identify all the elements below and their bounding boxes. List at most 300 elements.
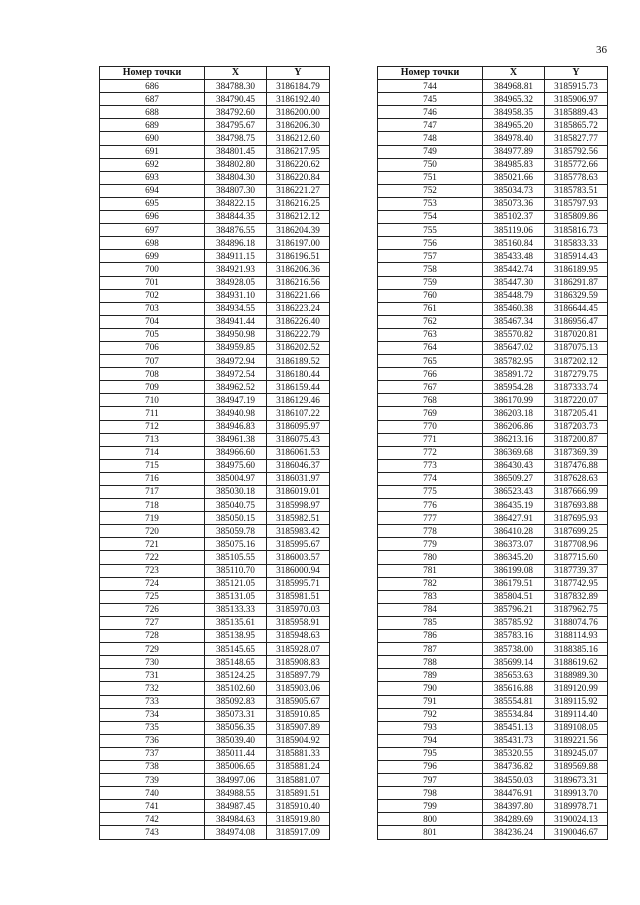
y-coordinate-cell: 3186003.57 xyxy=(267,551,330,564)
table-row xyxy=(100,787,330,800)
y-coordinate-cell: 3186095.97 xyxy=(267,420,330,433)
y-coordinate-cell: 3185816.73 xyxy=(545,224,608,237)
table-row xyxy=(378,315,608,328)
point-number-cell: 755 xyxy=(378,224,483,237)
table-row xyxy=(378,276,608,289)
y-coordinate-cell: 3186206.30 xyxy=(267,119,330,132)
point-number-cell: 756 xyxy=(378,237,483,250)
table-row xyxy=(378,551,608,564)
point-number-cell: 793 xyxy=(378,721,483,734)
x-coordinate-cell: 385138.95 xyxy=(205,630,267,643)
x-coordinate-cell: 385040.75 xyxy=(205,499,267,512)
table-row xyxy=(100,760,330,773)
y-coordinate-cell: 3185881.24 xyxy=(267,760,330,773)
y-coordinate-cell: 3187205.41 xyxy=(545,407,608,420)
x-coordinate-cell: 386523.43 xyxy=(483,486,545,499)
table-row xyxy=(100,603,330,616)
table-row xyxy=(378,355,608,368)
x-coordinate-cell: 384940.98 xyxy=(205,407,267,420)
point-number-cell: 717 xyxy=(100,486,205,499)
y-coordinate-cell: 3186200.00 xyxy=(267,106,330,119)
point-number-cell: 745 xyxy=(378,93,483,106)
table-row xyxy=(378,538,608,551)
table-row xyxy=(378,145,608,158)
table-row xyxy=(100,708,330,721)
x-coordinate-cell: 384975.60 xyxy=(205,459,267,472)
table-row xyxy=(100,263,330,276)
x-coordinate-cell: 384801.45 xyxy=(205,145,267,158)
table-row xyxy=(100,800,330,813)
point-number-cell: 732 xyxy=(100,682,205,695)
x-coordinate-cell: 384931.10 xyxy=(205,289,267,302)
table-row xyxy=(378,708,608,721)
table-row xyxy=(378,747,608,760)
x-coordinate-cell: 385050.15 xyxy=(205,512,267,525)
point-number-cell: 744 xyxy=(378,80,483,93)
point-number-cell: 712 xyxy=(100,420,205,433)
x-coordinate-cell: 385011.44 xyxy=(205,747,267,760)
y-coordinate-cell: 3185915.73 xyxy=(545,80,608,93)
y-coordinate-cell: 3185914.43 xyxy=(545,250,608,263)
table-row xyxy=(378,721,608,734)
point-number-cell: 801 xyxy=(378,826,483,839)
table-row xyxy=(378,472,608,485)
table-row xyxy=(100,472,330,485)
y-coordinate-cell: 3185833.33 xyxy=(545,237,608,250)
y-coordinate-cell: 3187628.63 xyxy=(545,472,608,485)
y-coordinate-cell: 3186107.22 xyxy=(267,407,330,420)
point-number-cell: 788 xyxy=(378,656,483,669)
x-coordinate-cell: 385030.18 xyxy=(205,486,267,499)
table-row xyxy=(100,512,330,525)
point-number-cell: 692 xyxy=(100,158,205,171)
table-row xyxy=(378,171,608,184)
y-coordinate-cell: 3189221.56 xyxy=(545,734,608,747)
table-row xyxy=(100,446,330,459)
x-coordinate-cell: 385442.74 xyxy=(483,263,545,276)
x-coordinate-cell: 385554.81 xyxy=(483,695,545,708)
table-row xyxy=(100,368,330,381)
y-coordinate-cell: 3189569.88 xyxy=(545,760,608,773)
table-row xyxy=(378,603,608,616)
table-row xyxy=(378,787,608,800)
x-coordinate-cell: 384822.15 xyxy=(205,197,267,210)
x-coordinate-cell: 385039.40 xyxy=(205,734,267,747)
x-coordinate-cell: 384968.81 xyxy=(483,80,545,93)
point-number-cell: 743 xyxy=(100,826,205,839)
x-coordinate-cell: 384965.20 xyxy=(483,119,545,132)
table-row xyxy=(378,446,608,459)
table-row xyxy=(100,486,330,499)
point-number-cell: 751 xyxy=(378,171,483,184)
table-row xyxy=(100,250,330,263)
point-number-cell: 737 xyxy=(100,747,205,760)
point-number-cell: 758 xyxy=(378,263,483,276)
x-coordinate-cell: 386199.08 xyxy=(483,564,545,577)
point-number-cell: 728 xyxy=(100,630,205,643)
x-coordinate-cell: 384788.30 xyxy=(205,80,267,93)
x-coordinate-cell: 384972.54 xyxy=(205,368,267,381)
table-header-row xyxy=(378,67,608,80)
y-coordinate-cell: 3186212.12 xyxy=(267,211,330,224)
y-coordinate-cell: 3185827.77 xyxy=(545,132,608,145)
point-number-cell: 713 xyxy=(100,433,205,446)
y-coordinate-cell: 3186217.95 xyxy=(267,145,330,158)
y-coordinate-cell: 3189108.05 xyxy=(545,721,608,734)
y-coordinate-cell: 3187739.37 xyxy=(545,564,608,577)
table-row xyxy=(378,512,608,525)
x-coordinate-cell: 384958.35 xyxy=(483,106,545,119)
point-number-cell: 741 xyxy=(100,800,205,813)
table-row xyxy=(100,525,330,538)
x-coordinate-cell: 385059.78 xyxy=(205,525,267,538)
x-coordinate-cell: 385148.65 xyxy=(205,656,267,669)
x-coordinate-cell: 385021.66 xyxy=(483,171,545,184)
point-number-cell: 694 xyxy=(100,184,205,197)
header-point-number: Номер точки xyxy=(100,67,205,80)
point-number-cell: 736 xyxy=(100,734,205,747)
table-row xyxy=(378,93,608,106)
table-row xyxy=(378,250,608,263)
x-coordinate-cell: 385534.84 xyxy=(483,708,545,721)
y-coordinate-cell: 3185778.63 xyxy=(545,171,608,184)
point-number-cell: 749 xyxy=(378,145,483,158)
y-coordinate-cell: 3185792.56 xyxy=(545,145,608,158)
x-coordinate-cell: 385102.37 xyxy=(483,211,545,224)
table-row xyxy=(378,669,608,682)
point-number-cell: 718 xyxy=(100,499,205,512)
y-coordinate-cell: 3185891.51 xyxy=(267,787,330,800)
y-coordinate-cell: 3188074.76 xyxy=(545,616,608,629)
x-coordinate-cell: 384802.80 xyxy=(205,158,267,171)
y-coordinate-cell: 3186221.27 xyxy=(267,184,330,197)
x-coordinate-cell: 385891.72 xyxy=(483,368,545,381)
table-row xyxy=(100,119,330,132)
x-coordinate-cell: 385433.48 xyxy=(483,250,545,263)
x-coordinate-cell: 384974.08 xyxy=(205,826,267,839)
x-coordinate-cell: 384289.69 xyxy=(483,813,545,826)
x-coordinate-cell: 385451.13 xyxy=(483,721,545,734)
table-row xyxy=(378,263,608,276)
x-coordinate-cell: 385570.82 xyxy=(483,328,545,341)
y-coordinate-cell: 3188619.62 xyxy=(545,656,608,669)
x-coordinate-cell: 385073.36 xyxy=(483,197,545,210)
y-coordinate-cell: 3185903.06 xyxy=(267,682,330,695)
y-coordinate-cell: 3185910.85 xyxy=(267,708,330,721)
y-coordinate-cell: 3185809.86 xyxy=(545,211,608,224)
table-row xyxy=(378,394,608,407)
y-coordinate-cell: 3185881.33 xyxy=(267,747,330,760)
point-number-cell: 687 xyxy=(100,93,205,106)
point-number-cell: 800 xyxy=(378,813,483,826)
y-coordinate-cell: 3187279.75 xyxy=(545,368,608,381)
table-row xyxy=(100,774,330,787)
y-coordinate-cell: 3185948.63 xyxy=(267,630,330,643)
x-coordinate-cell: 386410.28 xyxy=(483,525,545,538)
point-number-cell: 686 xyxy=(100,80,205,93)
table-row xyxy=(100,499,330,512)
table-row xyxy=(100,682,330,695)
table-row xyxy=(100,577,330,590)
x-coordinate-cell: 384911.15 xyxy=(205,250,267,263)
y-coordinate-cell: 3187203.73 xyxy=(545,420,608,433)
y-coordinate-cell: 3186216.56 xyxy=(267,276,330,289)
point-number-cell: 784 xyxy=(378,603,483,616)
table-row xyxy=(378,486,608,499)
x-coordinate-cell: 386427.91 xyxy=(483,512,545,525)
table-row xyxy=(100,747,330,760)
table-row xyxy=(100,237,330,250)
point-number-cell: 785 xyxy=(378,616,483,629)
x-coordinate-cell: 386435.19 xyxy=(483,499,545,512)
point-number-cell: 739 xyxy=(100,774,205,787)
y-coordinate-cell: 3188114.93 xyxy=(545,630,608,643)
y-coordinate-cell: 3186046.37 xyxy=(267,459,330,472)
table-row xyxy=(100,407,330,420)
y-coordinate-cell: 3186019.01 xyxy=(267,486,330,499)
x-coordinate-cell: 386213.16 xyxy=(483,433,545,446)
y-coordinate-cell: 3186644.45 xyxy=(545,302,608,315)
point-number-cell: 770 xyxy=(378,420,483,433)
y-coordinate-cell: 3185907.89 xyxy=(267,721,330,734)
y-coordinate-cell: 3185889.43 xyxy=(545,106,608,119)
point-number-cell: 778 xyxy=(378,525,483,538)
point-number-cell: 795 xyxy=(378,747,483,760)
table-row xyxy=(378,656,608,669)
table-row xyxy=(378,525,608,538)
x-coordinate-cell: 384792.60 xyxy=(205,106,267,119)
y-coordinate-cell: 3186061.53 xyxy=(267,446,330,459)
x-coordinate-cell: 384236.24 xyxy=(483,826,545,839)
point-number-cell: 767 xyxy=(378,381,483,394)
point-number-cell: 774 xyxy=(378,472,483,485)
x-coordinate-cell: 384972.94 xyxy=(205,355,267,368)
x-coordinate-cell: 384941.44 xyxy=(205,315,267,328)
y-coordinate-cell: 3186192.40 xyxy=(267,93,330,106)
table-row xyxy=(100,394,330,407)
y-coordinate-cell: 3186202.52 xyxy=(267,341,330,354)
point-number-cell: 725 xyxy=(100,590,205,603)
table-row xyxy=(378,224,608,237)
y-coordinate-cell: 3189120.99 xyxy=(545,682,608,695)
point-number-cell: 697 xyxy=(100,224,205,237)
table-row xyxy=(100,289,330,302)
x-coordinate-cell: 386345.20 xyxy=(483,551,545,564)
x-coordinate-cell: 385006.65 xyxy=(205,760,267,773)
table-row xyxy=(378,564,608,577)
x-coordinate-cell: 385004.97 xyxy=(205,472,267,485)
point-number-cell: 790 xyxy=(378,682,483,695)
y-coordinate-cell: 3189673.31 xyxy=(545,774,608,787)
table-row xyxy=(100,695,330,708)
x-coordinate-cell: 384997.06 xyxy=(205,774,267,787)
table-row xyxy=(100,315,330,328)
point-number-cell: 776 xyxy=(378,499,483,512)
y-coordinate-cell: 3187476.88 xyxy=(545,459,608,472)
table-row xyxy=(100,93,330,106)
x-coordinate-cell: 385738.00 xyxy=(483,643,545,656)
point-number-cell: 787 xyxy=(378,643,483,656)
x-coordinate-cell: 385056.35 xyxy=(205,721,267,734)
point-number-cell: 703 xyxy=(100,302,205,315)
y-coordinate-cell: 3190046.67 xyxy=(545,826,608,839)
x-coordinate-cell: 384397.80 xyxy=(483,800,545,813)
x-coordinate-cell: 385647.02 xyxy=(483,341,545,354)
table-row xyxy=(378,158,608,171)
table-row xyxy=(100,630,330,643)
y-coordinate-cell: 3186329.59 xyxy=(545,289,608,302)
point-number-cell: 796 xyxy=(378,760,483,773)
y-coordinate-cell: 3187742.95 xyxy=(545,577,608,590)
header-x: X xyxy=(483,67,545,80)
table-header-row xyxy=(100,67,330,80)
y-coordinate-cell: 3189114.40 xyxy=(545,708,608,721)
x-coordinate-cell: 385131.05 xyxy=(205,590,267,603)
x-coordinate-cell: 386509.27 xyxy=(483,472,545,485)
table-row xyxy=(378,381,608,394)
table-row xyxy=(100,171,330,184)
point-number-cell: 740 xyxy=(100,787,205,800)
header-point-number: Номер точки xyxy=(378,67,483,80)
y-coordinate-cell: 3187693.88 xyxy=(545,499,608,512)
x-coordinate-cell: 386373.07 xyxy=(483,538,545,551)
y-coordinate-cell: 3186075.43 xyxy=(267,433,330,446)
y-coordinate-cell: 3187200.87 xyxy=(545,433,608,446)
y-coordinate-cell: 3185928.07 xyxy=(267,643,330,656)
point-number-cell: 699 xyxy=(100,250,205,263)
point-number-cell: 721 xyxy=(100,538,205,551)
point-number-cell: 764 xyxy=(378,341,483,354)
table-row xyxy=(378,302,608,315)
point-number-cell: 763 xyxy=(378,328,483,341)
point-number-cell: 768 xyxy=(378,394,483,407)
y-coordinate-cell: 3185995.71 xyxy=(267,577,330,590)
point-number-cell: 708 xyxy=(100,368,205,381)
x-coordinate-cell: 384987.45 xyxy=(205,800,267,813)
x-coordinate-cell: 385124.25 xyxy=(205,669,267,682)
point-number-cell: 690 xyxy=(100,132,205,145)
x-coordinate-cell: 385431.73 xyxy=(483,734,545,747)
y-coordinate-cell: 3185904.92 xyxy=(267,734,330,747)
y-coordinate-cell: 3187699.25 xyxy=(545,525,608,538)
table-row xyxy=(100,80,330,93)
x-coordinate-cell: 384736.82 xyxy=(483,760,545,773)
y-coordinate-cell: 3186180.44 xyxy=(267,368,330,381)
point-number-cell: 750 xyxy=(378,158,483,171)
y-coordinate-cell: 3187220.07 xyxy=(545,394,608,407)
point-number-cell: 731 xyxy=(100,669,205,682)
point-number-cell: 786 xyxy=(378,630,483,643)
y-coordinate-cell: 3187962.75 xyxy=(545,603,608,616)
y-coordinate-cell: 3187708.96 xyxy=(545,538,608,551)
point-number-cell: 724 xyxy=(100,577,205,590)
x-coordinate-cell: 385135.61 xyxy=(205,616,267,629)
x-coordinate-cell: 385447.30 xyxy=(483,276,545,289)
y-coordinate-cell: 3185958.91 xyxy=(267,616,330,629)
point-number-cell: 733 xyxy=(100,695,205,708)
header-x: X xyxy=(205,67,267,80)
y-coordinate-cell: 3187075.13 xyxy=(545,341,608,354)
point-number-cell: 783 xyxy=(378,590,483,603)
table-row xyxy=(378,328,608,341)
point-number-cell: 742 xyxy=(100,813,205,826)
table-row xyxy=(100,197,330,210)
point-number-cell: 714 xyxy=(100,446,205,459)
point-number-cell: 746 xyxy=(378,106,483,119)
y-coordinate-cell: 3185919.80 xyxy=(267,813,330,826)
x-coordinate-cell: 384844.35 xyxy=(205,211,267,224)
point-number-cell: 777 xyxy=(378,512,483,525)
table-row xyxy=(378,826,608,839)
x-coordinate-cell: 384961.38 xyxy=(205,433,267,446)
x-coordinate-cell: 385121.05 xyxy=(205,577,267,590)
point-number-cell: 730 xyxy=(100,656,205,669)
point-number-cell: 710 xyxy=(100,394,205,407)
table-row xyxy=(100,433,330,446)
x-coordinate-cell: 384946.83 xyxy=(205,420,267,433)
table-row xyxy=(378,800,608,813)
point-number-cell: 704 xyxy=(100,315,205,328)
y-coordinate-cell: 3185983.42 xyxy=(267,525,330,538)
point-number-cell: 693 xyxy=(100,171,205,184)
x-coordinate-cell: 385034.73 xyxy=(483,184,545,197)
table-row xyxy=(100,721,330,734)
table-row xyxy=(100,276,330,289)
y-coordinate-cell: 3186197.00 xyxy=(267,237,330,250)
x-coordinate-cell: 384896.18 xyxy=(205,237,267,250)
y-coordinate-cell: 3187333.74 xyxy=(545,381,608,394)
table-row xyxy=(100,224,330,237)
y-coordinate-cell: 3187695.93 xyxy=(545,512,608,525)
y-coordinate-cell: 3185881.07 xyxy=(267,774,330,787)
table-row xyxy=(100,656,330,669)
x-coordinate-cell: 385133.33 xyxy=(205,603,267,616)
point-number-cell: 799 xyxy=(378,800,483,813)
x-coordinate-cell: 385075.16 xyxy=(205,538,267,551)
y-coordinate-cell: 3187832.89 xyxy=(545,590,608,603)
point-number-cell: 760 xyxy=(378,289,483,302)
y-coordinate-cell: 3185772.66 xyxy=(545,158,608,171)
x-coordinate-cell: 384928.05 xyxy=(205,276,267,289)
point-number-cell: 700 xyxy=(100,263,205,276)
y-coordinate-cell: 3185906.97 xyxy=(545,93,608,106)
table-row xyxy=(378,616,608,629)
table-row xyxy=(378,132,608,145)
y-coordinate-cell: 3186212.60 xyxy=(267,132,330,145)
point-number-cell: 794 xyxy=(378,734,483,747)
x-coordinate-cell: 384804.30 xyxy=(205,171,267,184)
table-row xyxy=(378,433,608,446)
point-number-cell: 689 xyxy=(100,119,205,132)
x-coordinate-cell: 385653.63 xyxy=(483,669,545,682)
table-row xyxy=(378,695,608,708)
y-coordinate-cell: 3185910.40 xyxy=(267,800,330,813)
x-coordinate-cell: 386203.18 xyxy=(483,407,545,420)
x-coordinate-cell: 385796.21 xyxy=(483,603,545,616)
point-number-cell: 715 xyxy=(100,459,205,472)
header-y: Y xyxy=(267,67,330,80)
point-number-cell: 705 xyxy=(100,328,205,341)
x-coordinate-cell: 384947.19 xyxy=(205,394,267,407)
x-coordinate-cell: 384966.60 xyxy=(205,446,267,459)
point-number-cell: 765 xyxy=(378,355,483,368)
point-number-cell: 781 xyxy=(378,564,483,577)
table-row xyxy=(100,813,330,826)
x-coordinate-cell: 385119.06 xyxy=(483,224,545,237)
table-row xyxy=(378,630,608,643)
x-coordinate-cell: 386170.99 xyxy=(483,394,545,407)
x-coordinate-cell: 385699.14 xyxy=(483,656,545,669)
